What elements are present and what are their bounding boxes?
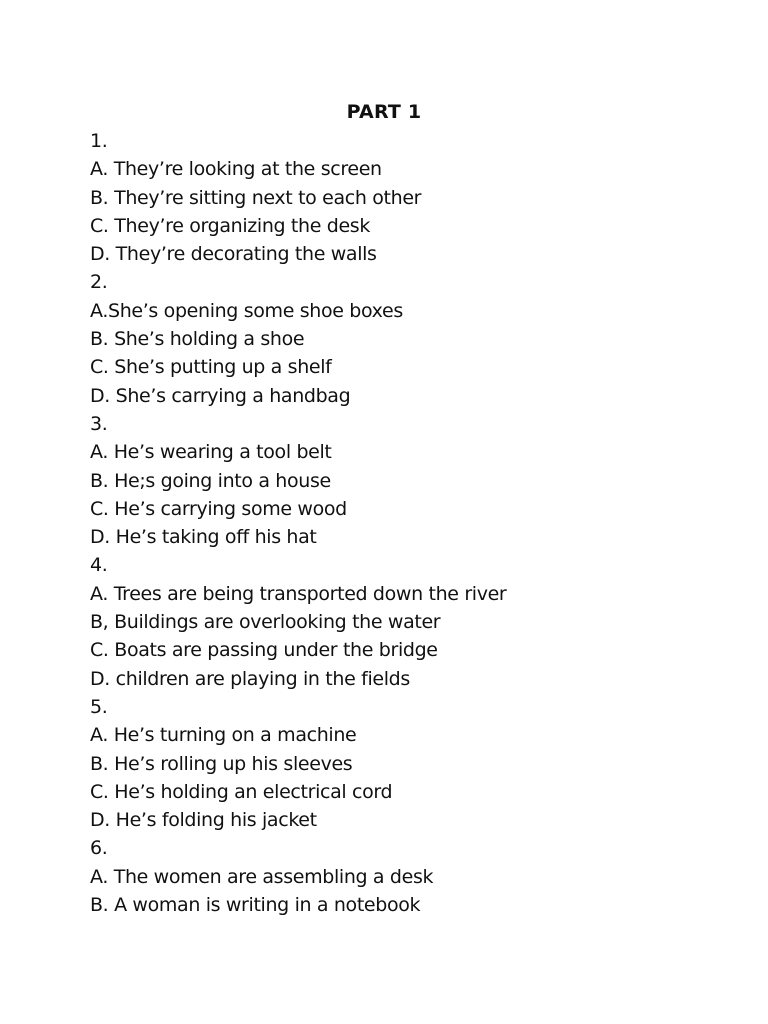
question-number: 2. xyxy=(90,271,108,294)
answer-option: A. Trees are being transported down the river xyxy=(90,582,507,605)
answer-option: B. He;s going into a house xyxy=(90,469,331,492)
answer-option: B. They’re sitting next to each other xyxy=(90,186,422,209)
answer-option: C. She’s putting up a shelf xyxy=(90,356,332,379)
answer-option: C. He’s holding an electrical cord xyxy=(90,780,393,803)
answer-option: D. He’s taking off his hat xyxy=(90,526,317,549)
question-number: 4. xyxy=(90,554,108,577)
answer-option: A. He’s wearing a tool belt xyxy=(90,441,332,464)
question-number: 1. xyxy=(90,130,108,152)
answer-option: B. A woman is writing in a notebook xyxy=(90,894,421,917)
answer-option: B. She’s holding a shoe xyxy=(90,328,305,351)
answer-option: D. He’s folding his jacket xyxy=(90,809,317,832)
question-number: 3. xyxy=(90,412,108,435)
answer-option: C. He’s carrying some wood xyxy=(90,497,347,520)
question-number: 5. xyxy=(90,695,108,718)
answer-option: B. He’s rolling up his sleeves xyxy=(90,752,353,775)
answer-option: D. They’re decorating the walls xyxy=(90,243,377,266)
answer-option: A. They’re looking at the screen xyxy=(90,158,382,181)
question-list xyxy=(90,127,730,919)
answer-option: D. She’s carrying a handbag xyxy=(90,384,351,407)
answer-option: A.She’s opening some shoe boxes xyxy=(90,299,403,322)
answer-option: C. They’re organizing the desk xyxy=(90,214,370,237)
question-number: 6. xyxy=(90,837,108,860)
answer-option: C. Boats are passing under the bridge xyxy=(90,639,438,662)
answer-option: A. The women are assembling a desk xyxy=(90,865,434,888)
answer-option: A. He’s turning on a machine xyxy=(90,724,357,747)
page-title: PART 1 xyxy=(346,101,422,123)
answer-option: D. children are playing in the fields xyxy=(90,667,410,690)
answer-option: B, Buildings are overlooking the water xyxy=(90,611,441,634)
